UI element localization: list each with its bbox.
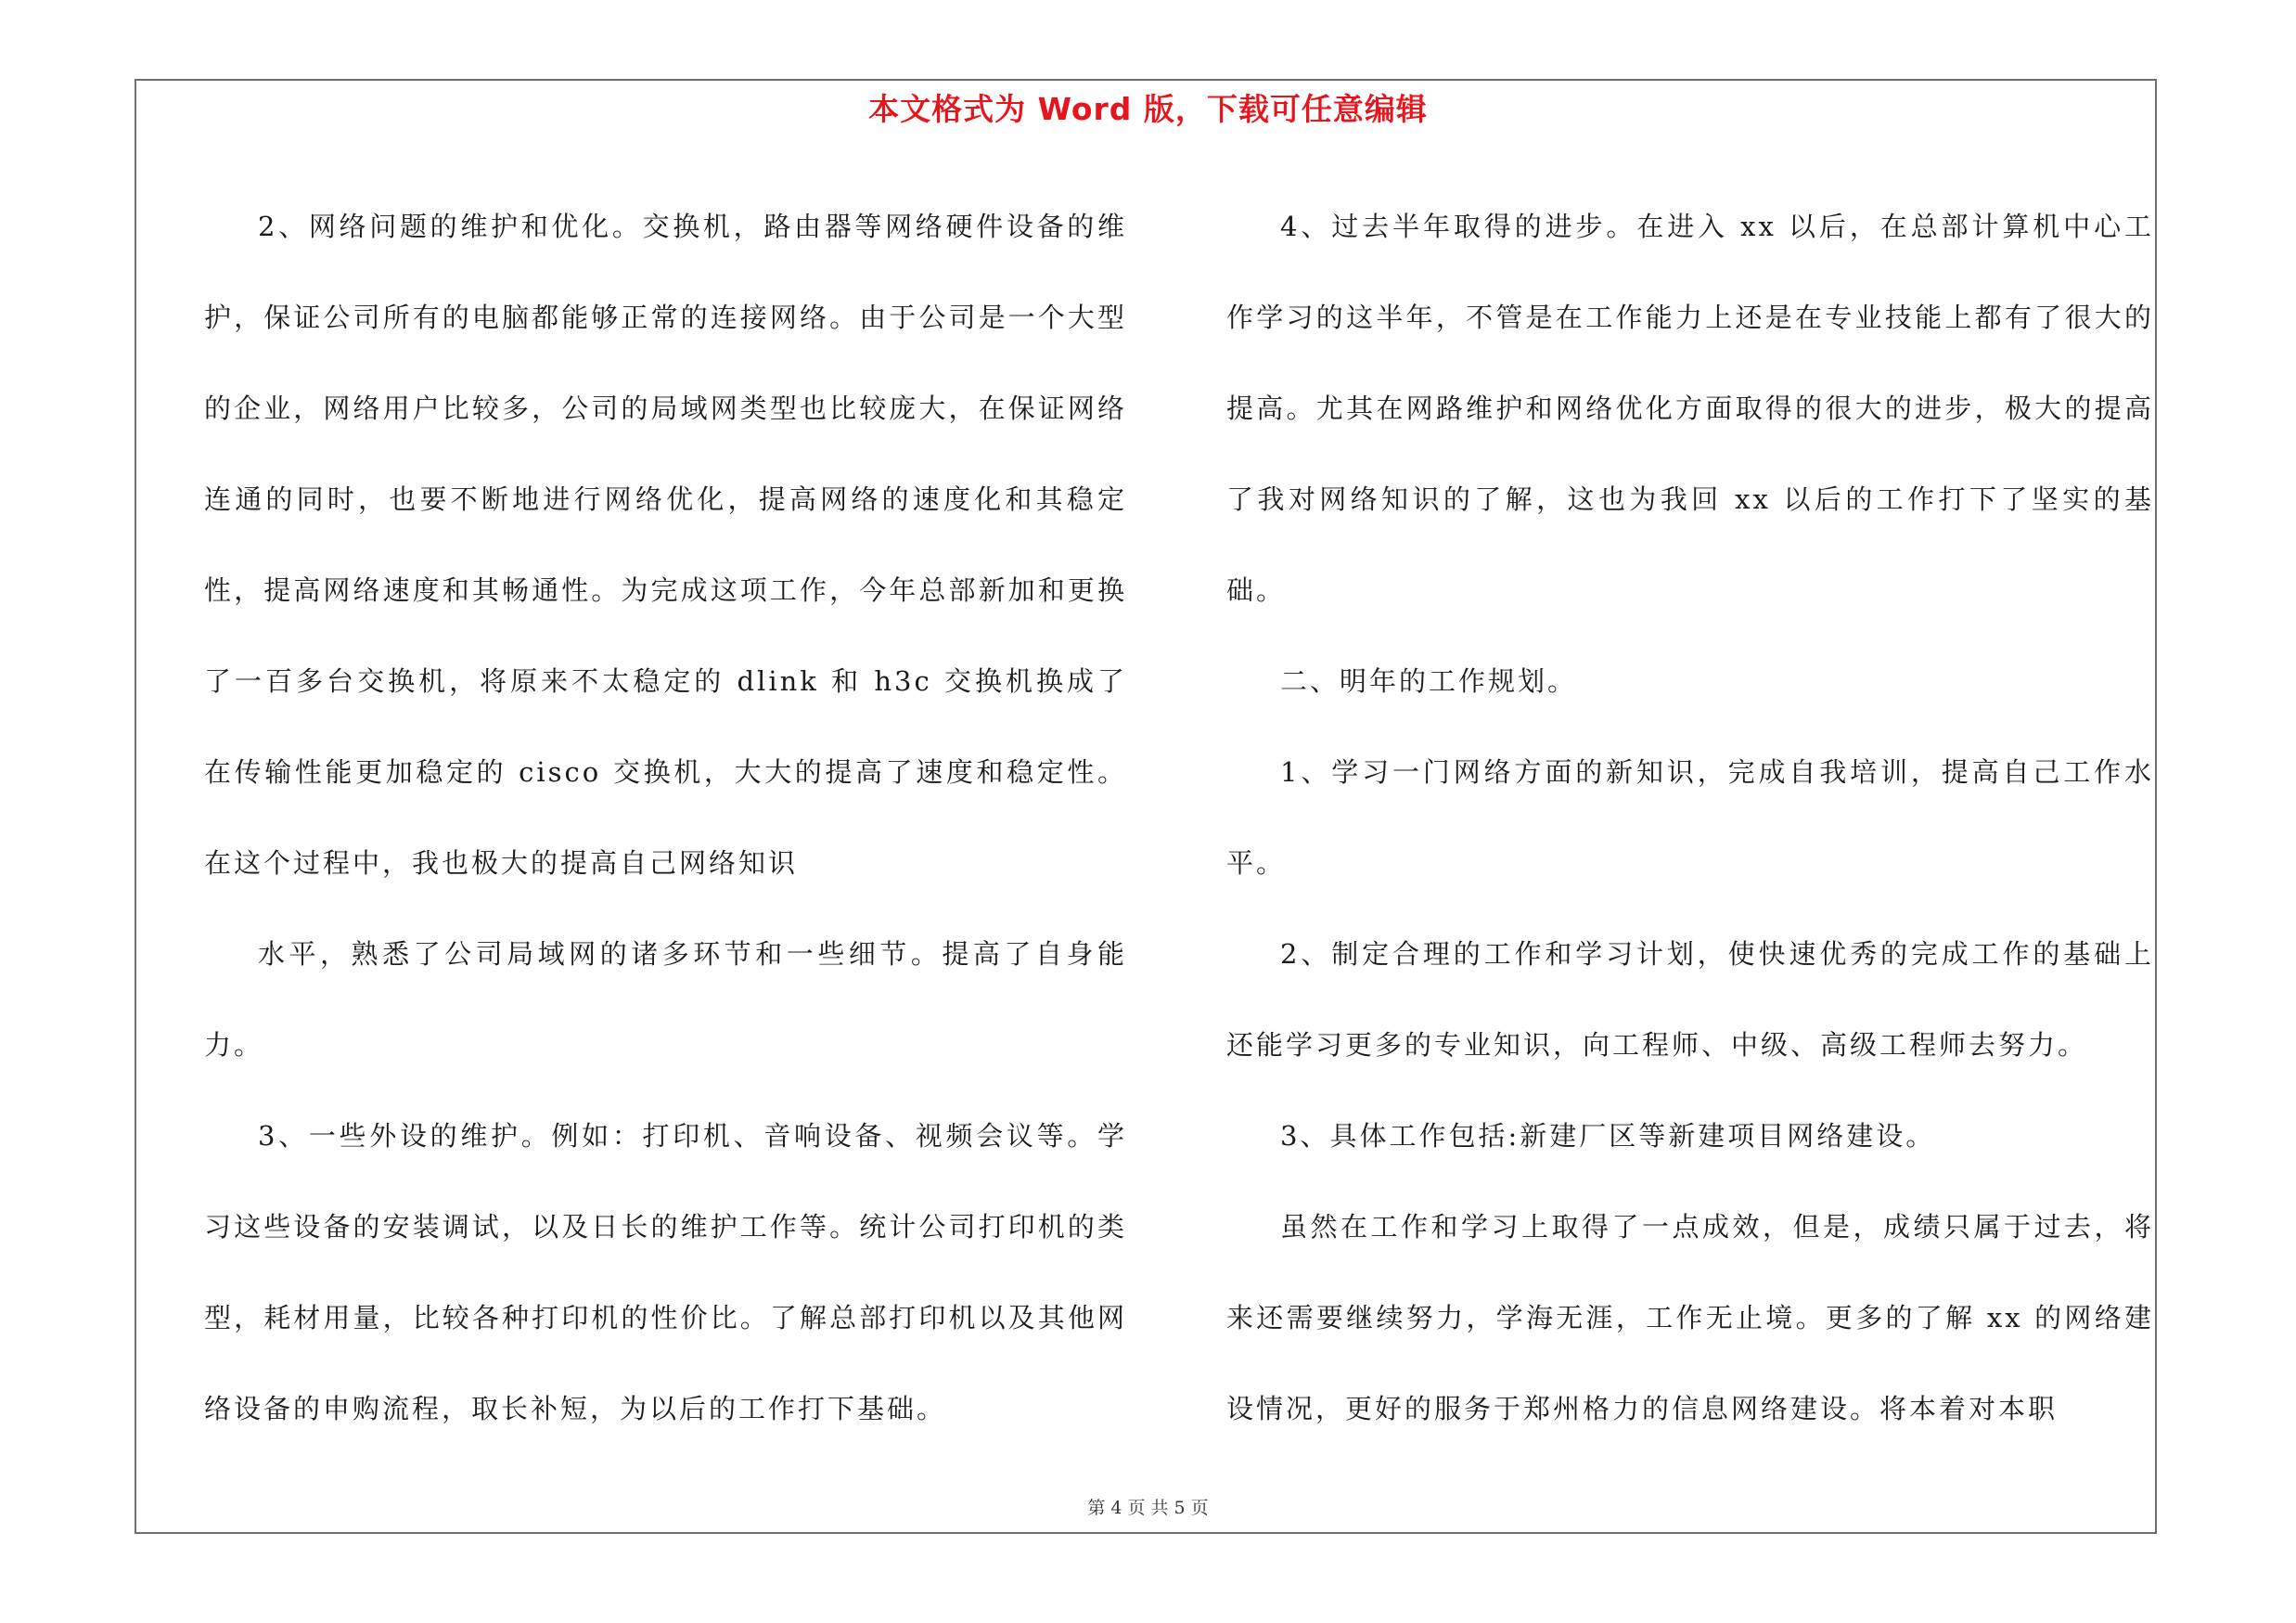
section-heading-next-year-plan: 二、明年的工作规划。	[1280, 665, 1578, 697]
paragraph-peripheral-maintenance: 3、一些外设的维护。例如：打印机、音响设备、视频会议等。学习这些设备的安装调试，以及日长的维护工作等。统计公司打印机的类型，耗材用量，比较各种打印机的性价比。了解总部打印机以及其他网络设备的申购流程，取长补短，为以后的工作打下基础。	[204, 1120, 1127, 1424]
left-text-column	[204, 181, 1127, 1454]
right-text-column	[1226, 181, 2154, 1454]
paragraph-network-maintenance: 2、网络问题的维护和优化。交换机，路由器等网络硬件设备的维护，保证公司所有的电脑都能够正常的连接网络。由于公司是一个大型的企业，网络用户比较多，公司的局域网类型也比较庞大，在保证网络连通的同时，也要不断地进行网络优化，提高网络的速度化和其稳定性，提高网络速度和其畅通性。为完成这项工作，今年总部新加和更换了一百多台交换机，将原来不太稳定的 dlink 和 h3c 交换机换成了在传输性能更加稳定的 cisco 交换机，大大的提高了速度和稳定性。在这个过程中，我也极大的提高自己网络知识	[204, 211, 1127, 879]
page-number-footer: 第 4 页 共 5 页	[1087, 1498, 1209, 1518]
plan-item-1: 1、学习一门网络方面的新知识，完成自我培训，提高自己工作水平。	[1226, 756, 2154, 879]
paragraph-half-year-progress: 4、过去半年取得的进步。在进入 xx 以后，在总部计算机中心工作学习的这半年，不管是在工作能力上还是在专业技能上都有了很大的提高。尤其在网路维护和网络优化方面取得的很大的进步，极大的提高了我对网络知识的了解，这也为我回 xx 以后的工作打下了坚实的基础。	[1226, 211, 2154, 606]
plan-item-2: 2、制定合理的工作和学习计划，使快速优秀的完成工作的基础上还能学习更多的专业知识，向工程师、中级、高级工程师去努力。	[1226, 938, 2154, 1061]
paragraph-skill-level: 水平，熟悉了公司局域网的诸多环节和一些细节。提高了自身能力。	[204, 938, 1127, 1061]
format-notice-banner: 本文格式为 Word 版，下载可任意编辑	[868, 91, 1428, 127]
plan-item-3: 3、具体工作包括:新建厂区等新建项目网络建设。	[1280, 1120, 1936, 1152]
paragraph-conclusion: 虽然在工作和学习上取得了一点成效，但是，成绩只属于过去，将来还需要继续努力，学海无涯，工作无止境。更多的了解 xx 的网络建设情况，更好的服务于郑州格力的信息网络建设。将本着对本职	[1226, 1211, 2154, 1424]
